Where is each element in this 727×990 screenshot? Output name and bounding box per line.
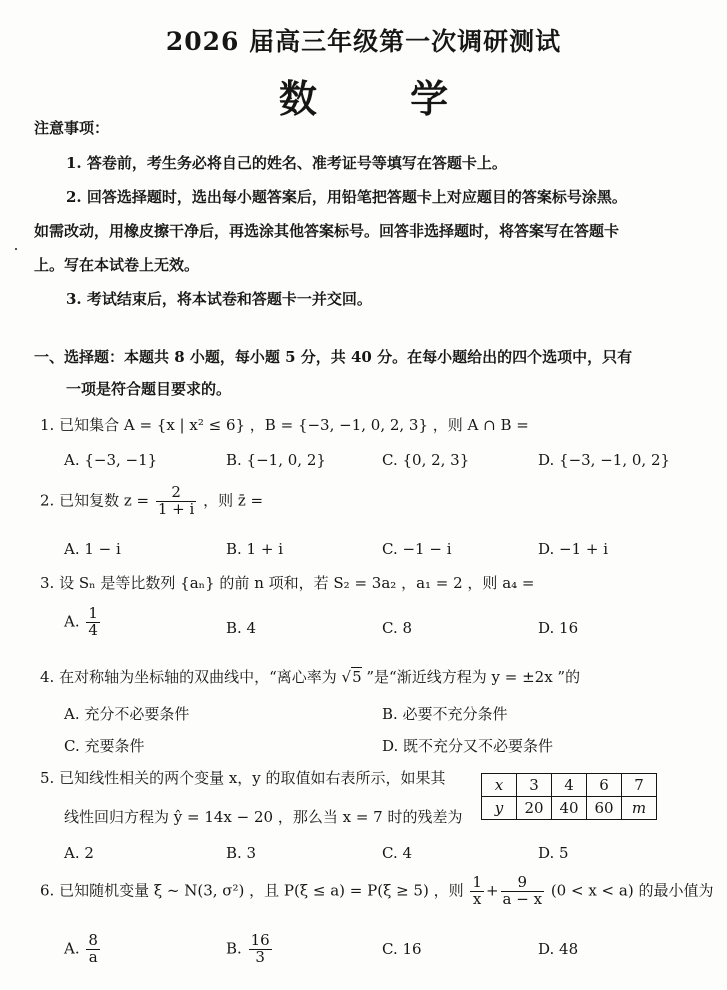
q4-option-c: C. 充要条件 [64, 737, 145, 755]
q1-option-c: C. {0, 2, 3} [382, 451, 470, 469]
q4-radicand: 5 [352, 668, 362, 686]
question-6-stem [40, 875, 713, 908]
q5-table-cell: 7 [622, 774, 657, 797]
q6-option-b-numerator: 16 [250, 931, 270, 949]
q1-option-d: D. {−3, −1, 0, 2} [538, 451, 671, 469]
section-heading-line-2: 一项是符合题目要求的。 [66, 380, 232, 398]
q5-data-table [481, 773, 657, 820]
q6-plus-sign: + [485, 881, 499, 900]
q2-fraction [156, 485, 196, 518]
q5-option-a: A. 2 [64, 844, 94, 862]
q5-table-cell: 3 [517, 774, 552, 797]
q4-stem-pre: 4. 在对称轴为坐标轴的双曲线中，“离心率为 √ [40, 668, 352, 686]
q6-fraction-1-numerator: 1 [472, 873, 482, 891]
q5-table-cell: 40 [552, 797, 587, 820]
scan-speck [15, 248, 17, 250]
notes-heading: 注意事项： [34, 119, 110, 137]
q6-option-d: D. 48 [538, 940, 579, 958]
question-2-stem [40, 485, 263, 518]
question-3-stem: 3. 设 Sₙ 是等比数列 {aₙ} 的前 n 项和，若 S₂ = 3a₂ ，a₁ = 2 ，则 a₄ = [40, 574, 535, 592]
q6-fraction-1 [470, 875, 484, 908]
question-5-stem-line-2: 线性回归方程为 ŷ = 14x − 20 ，那么当 x = 7 时的残差为 [64, 808, 463, 826]
q5-table-cell: y [482, 797, 517, 820]
q5-table-cell: x [482, 774, 517, 797]
note-2-line-2: 如需改动，用橡皮擦干净后，再选涂其他答案标号。回答非选择题时，将答案写在答题卡 [34, 222, 620, 240]
q5-table-cell: 4 [552, 774, 587, 797]
q3-option-a-denominator: 4 [88, 620, 98, 639]
section-heading-line-1: 一、选择题：本题共 8 小题，每小题 5 分，共 40 分。在每小题给出的四个选项中，只有 [34, 348, 633, 366]
q6-option-b-fraction [249, 933, 272, 966]
q3-option-b: B. 4 [226, 619, 257, 637]
q3-option-a-fraction [86, 606, 100, 639]
q6-fraction-2-numerator: 9 [501, 875, 545, 892]
note-2-line-3: 上。写在本试卷上无效。 [34, 256, 200, 274]
q4-stem-post: ”是“渐近线方程为 y = ±2x ”的 [361, 668, 581, 686]
q4-option-b: B. 必要不充分条件 [382, 705, 508, 723]
q2-stem-pre: 2. 已知复数 z = [40, 491, 150, 510]
q6-option-a-numerator: 8 [88, 931, 98, 949]
q2-stem-post: ，则 z̄ = [203, 491, 264, 510]
q1-option-b: B. {−1, 0, 2} [226, 451, 326, 469]
q1-option-a: A. {−3, −1} [64, 451, 158, 469]
q6-option-b-denominator: 3 [255, 947, 265, 966]
question-5-stem-line-1: 5. 已知线性相关的两个变量 x，y 的取值如右表所示，如果其 [40, 769, 446, 787]
q2-option-a: A. 1 − i [64, 540, 121, 558]
question-1-stem: 1. 已知集合 A = {x | x² ≤ 6} ，B = {−3, −1, 0, 2, 3} ，则 A ∩ B = [40, 416, 529, 434]
q2-fraction-numerator: 2 [156, 485, 196, 502]
q6-option-a-fraction [86, 933, 100, 966]
q5-table-cell: m [622, 797, 657, 820]
q6-option-b-label: B. [226, 939, 242, 958]
q6-option-a-label: A. [64, 939, 80, 958]
q6-fraction-1-denominator: x [472, 889, 482, 908]
exam-title: 2026 届高三年级第一次调研测试 [165, 27, 562, 56]
q3-option-a [64, 606, 102, 639]
q5-option-d: D. 5 [538, 844, 569, 862]
q2-option-d: D. −1 + i [538, 540, 609, 558]
q6-option-a [64, 933, 102, 966]
q5-table-cell: 6 [587, 774, 622, 797]
q6-option-c: C. 16 [382, 940, 422, 958]
q3-option-c: C. 8 [382, 619, 413, 637]
q6-stem-post: (0 < x < a) 的最小值为 [550, 881, 714, 900]
q3-option-d: D. 16 [538, 619, 579, 637]
q5-table-row-x [482, 774, 657, 797]
question-4-stem [40, 666, 580, 687]
q3-option-a-label: A. [64, 612, 80, 631]
q3-option-a-numerator: 1 [88, 604, 98, 622]
q4-option-a: A. 充分不必要条件 [64, 705, 190, 723]
q2-option-c: C. −1 − i [382, 540, 452, 558]
q6-stem-pre: 6. 已知随机变量 ξ ~ N(3, σ²) ，且 P(ξ ≤ a) = P(ξ ≥ 5) ，则 [40, 881, 464, 900]
subject-title: 数 学 [278, 76, 489, 121]
q6-fraction-2-denominator: a − x [502, 889, 543, 908]
q2-option-b: B. 1 + i [226, 540, 284, 558]
note-3: 3. 考试结束后，将本试卷和答题卡一并交回。 [66, 290, 372, 308]
q5-option-b: B. 3 [226, 844, 257, 862]
q5-table-cell: 60 [587, 797, 622, 820]
q5-table-row-y [482, 797, 657, 820]
q5-option-c: C. 4 [382, 844, 413, 862]
q6-option-b [226, 933, 274, 966]
q5-table-cell: 20 [517, 797, 552, 820]
note-2-line-1: 2. 回答选择题时，选出每小题答案后，用铅笔把答题卡上对应题目的答案标号涂黑。 [66, 188, 627, 206]
q6-fraction-2 [501, 875, 545, 908]
q4-option-d: D. 既不充分又不必要条件 [382, 737, 554, 755]
note-1: 1. 答卷前，考生务必将自己的姓名、准考证号等填写在答题卡上。 [66, 154, 507, 172]
q6-option-a-denominator: a [88, 947, 98, 966]
q2-fraction-denominator: 1 + i [157, 499, 195, 518]
